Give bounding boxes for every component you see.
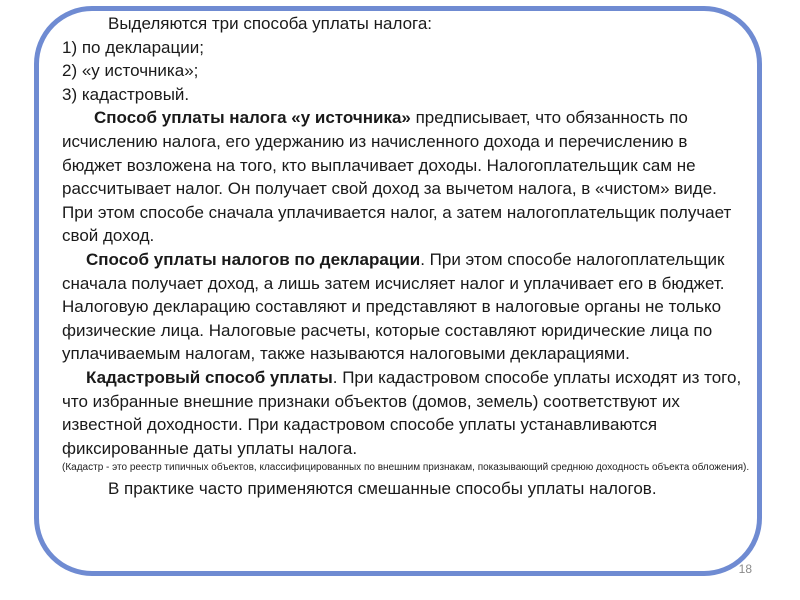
source-method-heading: Способ уплаты налога «у источника»: [94, 108, 411, 128]
declaration-method-paragraph: [62, 248, 752, 366]
intro-title: Выделяются три способа уплаты налога:: [108, 14, 433, 33]
intro-item-2: 2) «у источника»;: [62, 61, 199, 81]
intro-item-3: 3) кадастровый.: [62, 84, 190, 104]
declaration-method-heading: Способ уплаты налогов по декларации: [86, 249, 421, 269]
slide-content: [62, 12, 752, 501]
page-number: 18: [738, 562, 752, 576]
cadastral-method-heading: Кадастровый способ уплаты: [86, 367, 333, 387]
cadastral-method-paragraph: [62, 366, 752, 460]
conclusion: В практике часто применяются смешанные способы уплаты налогов.: [108, 479, 657, 499]
cadastre-note: (Кадастр - это реестр типичных объектов, классифицированных по внешним признакам, показывающий среднюю доходность объекта обложения).: [62, 462, 750, 474]
source-method-paragraph: [62, 106, 752, 248]
cadastral-method-text: . При кадастровом способе уплаты исходят из того, что избранные внешние признаки объектов (домов, земель) соответствуют их известной доходности. При кадастровом способе уплаты устанавливаются фиксированные даты уплаты налога.: [62, 367, 742, 458]
source-method-text: предписывает, что обязанность по исчислению налога, его удержанию из начисленного дохода и перечислению в бюджет возложена на того, кто выплачивает доходы. Налогоплательщик сам не рассчитывает налог. Он получает свой доход за вычетом налога, в «чистом» виде. При этом способе сначала уплачивается налог, а затем налогоплательщик получает свой доход.: [62, 108, 732, 246]
declaration-method-text: . При этом способе налогоплательщик сначала получает доход, а лишь затем исчисляет налог и уплачивает его в бюджет. Налоговую декларацию составляют и представляют в налоговые органы не только физические лица. Налоговые расчеты, которые составляют юридические лица по уплачиваемым налогам, также называются налоговыми декларациями.: [62, 249, 725, 364]
intro-item-1: 1) по декларации;: [62, 37, 204, 57]
